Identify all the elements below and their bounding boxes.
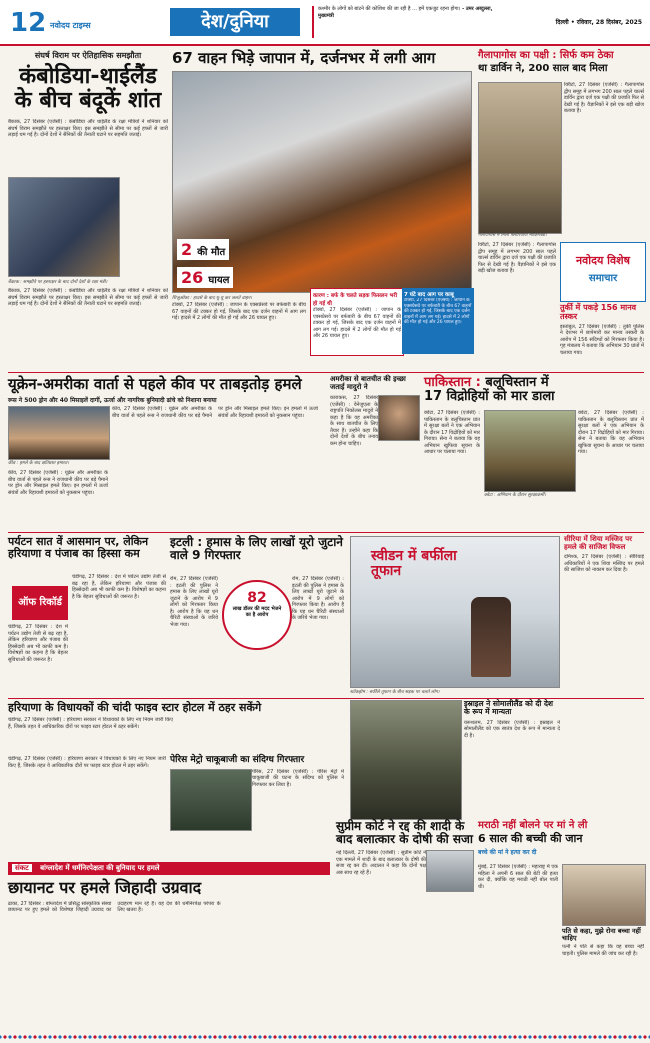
pakistan-body-2: क्वेटा, 27 दिसंबर (एजेंसी) : पाकिस्तान के बलूचिस्तान प्रांत में सुरक्षा बलों ने एक अभियान के दौरान 17 विद्रोहियों को मार गिराया। सेना ने बताया कि यह अभियान खुफिया सूचना के आधार पर चलाया गया। xyxy=(578,410,644,455)
galapagos-caption: गैलापागोस में मिला फ्लोरियाना मॉकिंगबर्ड। xyxy=(478,233,547,238)
ukraine-body: कीव, 27 दिसंबर (एजेंसी) : यूक्रेन और अमरीका के बीच वार्ता से पहले रूस ने राजधानी कीव पर बड़े पैमाने पर ड्रोन और मिसाइल हमले किए। इन हमलों में ऊर्जा संयंत्रों और रिहायशी इमारतों को नुकसान पहुंचा। xyxy=(112,406,318,419)
paris-headline: पेरिस मेट्रो चाकूबाजी का संदिग्ध गिरफ्तार xyxy=(170,755,305,765)
galapagos-headline-1: गैलापागोस का पक्षी : सिर्फ कम ठेका xyxy=(478,50,614,61)
tourism-headline: पर्यटन सात वें आसमान पर, लेकिन हरियाणा व पंजाब का हिस्सा कम xyxy=(8,535,149,561)
military-photo xyxy=(350,700,462,820)
japan-headline: 67 वाहन भिड़े जापान में, दर्जनभर में लगी आग xyxy=(172,49,436,67)
galapagos-body: क्विटो, 27 दिसंबर (एजेंसी) : गैलापागोस द्वीप समूह में लगभग 200 साल पहले चार्ल्स डार्विन द्वारा दर्ज एक पक्षी की प्रजाति फिर से देखी गई है। वैज्ञानिकों ने इसे एक बड़ी खोज बताया है। xyxy=(564,82,644,114)
japan-box1 xyxy=(310,288,404,356)
japan-body: टोक्यो, 27 दिसंबर (एजेंसी) : जापान के एक्सप्रेसवे पर बर्फबारी के बीच 67 वाहनों की टक्कर हो गई, जिसके बाद एक दर्जन वाहनों में आग लग गई। हादसे में 2 लोगों की मौत हो गई और 26 घायल हुए। xyxy=(172,302,306,321)
bangladesh-headline: छायानट पर हमले जिहादी उग्रवाद xyxy=(8,878,202,897)
section-title: देश/दुनिया xyxy=(170,8,300,36)
haryana-article xyxy=(8,702,344,754)
israel-body: यरूशलम, 27 दिसंबर (एजेंसी) : इस्राइल ने सोमालीलैंड को एक स्वतंत्र देश के रूप में मान्यता दे दी है। xyxy=(464,719,560,739)
ukraine-article xyxy=(8,376,320,530)
special-badge xyxy=(560,242,646,302)
quote-text: कश्मीर के लोगों को बांटने की कोशिश की जा रही है ... हमें एकजुट रहना होगा। xyxy=(318,6,461,12)
tourism-body-2: चंडीगढ़, 27 दिसंबर : देश में पर्यटन उद्योग तेजी से बढ़ रहा है, लेकिन हरियाणा और पंजाब की हिस्सेदारी अब भी काफी कम है। विशेषज्ञों का कहना है कि बेहतर सुविधाओं की जरूरत है। xyxy=(8,624,68,663)
paper-name: नवोदय टाइम्स xyxy=(50,21,91,30)
turkey-headline: तुर्की में पकड़े 156 मानव तस्कर xyxy=(560,303,637,321)
pakistan-headline-1: बलूचिस्तान में xyxy=(485,375,549,390)
japan-box1-body: टोक्यो, 27 दिसंबर (एजेंसी) : जापान के एक्सप्रेसवे पर बर्फबारी के बीच 67 वाहनों की टक्कर हो गई, जिसके बाद एक दर्जन वाहनों में आग लग गई। हादसे में 2 लोगों की मौत हो गई और 26 घायल हुए। xyxy=(313,307,401,339)
maduro-body: काराकस, 27 दिसंबर (एजेंसी) : वेनेजुएला के राष्ट्रपति निकोलस मादुरो ने कहा है कि वह अमरीका के साथ बातचीत के लिए तैयार हैं। उन्होंने कहा कि दोनों देशों के बीच तनाव कम होना चाहिए। xyxy=(330,395,378,447)
maduro-article xyxy=(330,376,420,530)
maduro-headline: अमरीका से बातचीत की इच्छा जताई मादुरो ने xyxy=(330,375,406,391)
haryana-body-2: चंडीगढ़, 27 दिसंबर (एजेंसी) : हरियाणा सरकार ने विधायकों के लिए नए नियम जारी किए हैं, जिसके तहत वे आधिकारिक दौरों पर फाइव स्टार होटल में ठहर सकेंगे। xyxy=(8,756,166,769)
special-sub: समाचार xyxy=(588,273,618,284)
pakistan-headline-2: 17 विद्रोहियों को मार डाला xyxy=(424,389,555,405)
galapagos-headline-2: था डार्विन ने, 200 साल बाद मिला xyxy=(478,63,608,74)
marathi-body: मुंबई, 27 दिसंबर (एजेंसी) : महाराष्ट्र में एक महिला ने अपनी 6 साल की बेटी की हत्या कर दी, क्योंकि वह मराठी नहीं बोल पाती थी। xyxy=(478,864,558,890)
syria-article xyxy=(564,536,644,696)
israel-article xyxy=(464,700,560,818)
galapagos-article xyxy=(478,50,644,238)
cambodia-headline: कंबोडिया-थाईलैंड के बीच बंदूकें शांत xyxy=(14,64,162,114)
supreme-body: नई दिल्ली, 27 दिसंबर (एजेंसी) : सुप्रीम कोर्ट ने एक मामले में शादी के बाद बलात्कार के दोषी की सजा रद्द कर दी। अदालत ने कहा कि दोनों पक्ष अब साथ रह रहे हैं। xyxy=(336,850,426,876)
tourism-article xyxy=(8,536,166,696)
ukraine-subhead: रूस ने 500 ड्रोन और 40 मिसाइलें दागीं, ऊर्जा और नागरिक बुनियादी ढांचे को निशाना बनाया xyxy=(8,396,217,404)
cambodia-body-2: बैंकाक, 27 दिसंबर (एजेंसी) : कंबोडिया और थाईलैंड के रक्षा मंत्रियों ने शनिवार को संघर्ष विराम समझौते पर हस्ताक्षर किए। इस समझौते से सीमा पर कई हफ्तों से जारी लड़ाई थम गई है। दोनों देशों ने सैनिकों की तैनाती घटाने पर सहमति जताई। xyxy=(8,288,168,308)
header-quote xyxy=(312,6,503,38)
page-number: 12 xyxy=(10,8,47,38)
italy-headline: इटली : हमास के लिए लाखों यूरो जुटाने वाले 9 गिरफ्तार xyxy=(170,535,343,563)
supreme-photo xyxy=(426,850,474,892)
pakistan-label: पाकिस्तान : xyxy=(424,375,481,390)
sweden-figure xyxy=(471,597,511,677)
wife-box xyxy=(562,928,644,1024)
off-record-badge: ऑफ रिकॉर्ड xyxy=(12,586,68,620)
pakistan-body: क्वेटा, 27 दिसंबर (एजेंसी) : पाकिस्तान के बलूचिस्तान प्रांत में सुरक्षा बलों ने एक अभियान के दौरान 17 विद्रोहियों को मार गिराया। सेना ने बताया कि यह अभियान खुफिया सूचना के आधार पर चलाया गया। xyxy=(424,410,480,455)
ukraine-headline: यूक्रेन-अमरीका वार्ता से पहले कीव पर ताबड़तोड़ हमले xyxy=(8,375,302,393)
paris-article xyxy=(170,756,344,860)
bangladesh-article xyxy=(8,862,330,1028)
italy-circle-text: लाख डॉलर की मदद भेजने का है आरोप xyxy=(232,606,282,618)
marathi-headline-2: 6 साल की बच्ची की जान xyxy=(478,832,583,845)
turkey-body: इस्तांबुल, 27 दिसंबर (एजेंसी) : तुर्की पुलिस ने देशभर में छापेमारी कर मानव तस्करी के आरोप में 156 संदिग्धों को गिरफ्तार किया है। गृह मंत्रालय ने बताया कि अभियान 30 प्रांतों में चलाया गया। xyxy=(560,323,644,356)
side-brief: क्विटो, 27 दिसंबर (एजेंसी) : गैलापागोस द्वीप समूह में लगभग 200 साल पहले चार्ल्स डार्विन द्वारा दर्ज एक पक्षी की प्रजाति फिर से देखी गई है। वैज्ञानिकों ने इसे एक बड़ी खोज बताया है। xyxy=(478,242,556,274)
japan-box1-title: कारण : बर्फ के चलते सड़क फिसलन भरी हो गई थी xyxy=(313,293,398,307)
japan-injured-label: घायल xyxy=(208,274,230,286)
turkey-article xyxy=(560,304,644,368)
wife-body: पत्नी ने पति से कहा कि वह बच्चा नहीं चाहती। पुलिस मामले की जांच कर रही है। xyxy=(562,944,644,957)
japan-deaths-label: की मौत xyxy=(197,246,226,258)
supreme-headline: सुप्रीम कोर्ट ने रद्द की शादी के बाद बलात्कार के दोषी की सजा xyxy=(336,819,473,847)
bangladesh-top-row xyxy=(8,862,330,875)
japan-box2 xyxy=(402,288,474,354)
sweden-article xyxy=(350,536,560,696)
supreme-article xyxy=(336,820,474,1028)
sweden-headline: स्वीडन में बर्फीला तूफान xyxy=(371,548,457,580)
ukraine-photo xyxy=(8,406,110,460)
marathi-headline-1: मराठी नहीं बोलने पर मां ने ली xyxy=(478,820,588,831)
paris-body: पेरिस, 27 दिसंबर (एजेंसी) : पेरिस मेट्रो में चाकूबाजी की घटना के संदिग्ध को पुलिस ने गिरफ्तार कर लिया है। xyxy=(252,768,344,788)
israel-headline: इस्राइल ने सोमालीलैंड को दी देश के रूप में मान्यता xyxy=(464,699,554,717)
special-title: नवोदय विशेष xyxy=(576,254,630,267)
japan-injured-box xyxy=(177,267,233,288)
italy-circle-num: 82 xyxy=(247,590,267,606)
bangladesh-body: ढाका, 27 दिसंबर : बांग्लादेश में प्रसिद्ध सांस्कृतिक संस्था छायानट पर हुए हमले को विशेषज्ञ जिहादी उग्रवाद का उदाहरण मान रहे हैं। यह देश की धर्मनिरपेक्ष परंपरा के लिए खतरा है। xyxy=(8,900,221,914)
marathi-sub: बच्चे की मां ने हत्या कर दी xyxy=(478,849,537,857)
galapagos-photo xyxy=(478,82,562,234)
pakistan-caption: क्वेटा : अभियान के दौरान सुरक्षाकर्मी। xyxy=(484,493,546,498)
haryana-body: चंडीगढ़, 27 दिसंबर (एजेंसी) : हरियाणा सरकार ने विधायकों के लिए नए नियम जारी किए हैं, जिसके तहत वे आधिकारिक दौरों पर फाइव स्टार होटल में ठहर सकेंगे। xyxy=(8,717,173,730)
pakistan-article xyxy=(424,376,644,530)
bangladesh-top: बांग्लादेश में धर्मनिरपेक्षता की बुनियाद पर हमले xyxy=(40,864,160,872)
italy-article xyxy=(170,536,344,696)
tourism-body: चंडीगढ़, 27 दिसंबर : देश में पर्यटन उद्योग तेजी से बढ़ रहा है, लेकिन हरियाणा और पंजाब की हिस्सेदारी अब भी काफी कम है। विशेषज्ञों का कहना है कि बेहतर सुविधाओं की जरूरत है। xyxy=(72,574,166,600)
pakistan-photo xyxy=(484,410,576,492)
quote-author: - उमर अब्दुल्ला, मुख्यमंत्री xyxy=(318,6,493,19)
italy-body-right: रोम, 27 दिसंबर (एजेंसी) : इटली की पुलिस ने हमास के लिए लाखों यूरो जुटाने के आरोप में 9 लोगों को गिरफ्तार किया है। आरोप है कि यह धन चैरिटी संस्थाओं के जरिये भेजा गया। xyxy=(292,576,344,621)
cambodia-photo xyxy=(8,177,120,277)
japan-photo xyxy=(172,71,472,293)
japan-box2-body: टोक्यो, 27 दिसंबर (एजेंसी) : जापान के एक्सप्रेसवे पर बर्फबारी के बीच 67 वाहनों की टक्कर हो गई, जिसके बाद एक दर्जन वाहनों में आग लग गई। हादसे में 2 लोगों की मौत हो गई और 26 घायल हुए। xyxy=(404,298,472,325)
italy-body-left: रोम, 27 दिसंबर (एजेंसी) : इटली की पुलिस ने हमास के लिए लाखों यूरो जुटाने के आरोप में 9 लोगों को गिरफ्तार किया है। आरोप है कि यह धन चैरिटी संस्थाओं के जरिये भेजा गया। xyxy=(170,576,218,628)
italy-circle xyxy=(222,580,292,650)
maduro-photo xyxy=(378,395,420,441)
sweden-caption: स्टॉकहोम : बर्फीले तूफान के बीच सड़क पर चलते लोग। xyxy=(350,690,440,695)
cambodia-kicker: संघर्ष विराम पर ऐतिहासिक समझौता xyxy=(34,51,142,60)
cambodia-caption: बैंकाक : समझौते पर हस्ताक्षर के बाद दोनों देशों के रक्षा मंत्री। xyxy=(8,280,108,286)
syria-headline: सीरिया में शिया मस्जिद पर हमले की साजिश विफल xyxy=(564,535,632,551)
japan-deaths-num: 2 xyxy=(181,239,193,259)
japan-article xyxy=(172,50,472,368)
cambodia-body: बैंकाक, 27 दिसंबर (एजेंसी) : कंबोडिया और थाईलैंड के रक्षा मंत्रियों ने शनिवार को संघर्ष विराम समझौते पर हस्ताक्षर किए। इस समझौते से सीमा पर कई हफ्तों से जारी लड़ाई थम गई है। दोनों देशों ने सैनिकों की तैनाती घटाने पर सहमति जताई। xyxy=(8,119,168,139)
wife-headline: पति से कहा, मुझे रोना बच्चा नहीं चाहिए xyxy=(562,927,641,943)
japan-caption: शिजुओका : हादसे के बाद धू-धू कर जलते वाहन। xyxy=(172,295,252,301)
haryana-headline: हरियाणा के विधायकों की चांदी फाइव स्टार होटल में ठहर सकेंगे xyxy=(8,701,262,714)
divider-2 xyxy=(8,532,644,533)
date-line: दिल्ली • रविवार, 28 दिसंबर, 2025 xyxy=(555,19,642,26)
sweden-photo xyxy=(350,536,560,688)
paris-photo xyxy=(170,769,252,831)
ukraine-body-2: कीव, 27 दिसंबर (एजेंसी) : यूक्रेन और अमरीका के बीच वार्ता से पहले रूस ने राजधानी कीव पर बड़े पैमाने पर ड्रोन और मिसाइल हमले किए। इन हमलों में ऊर्जा संयंत्रों और रिहायशी इमारतों को नुकसान पहुंचा। xyxy=(8,470,108,496)
cambodia-article xyxy=(8,50,168,368)
ukraine-caption: कीव : हमले के बाद क्षतिग्रस्त इमारत। xyxy=(8,461,69,466)
footer-dots xyxy=(0,1034,650,1040)
divider-1 xyxy=(8,372,644,373)
japan-box2-title: 7 घंटे बाद आग पर काबू xyxy=(404,292,454,298)
masthead xyxy=(0,0,650,46)
marathi-photo xyxy=(562,864,646,926)
marathi-article xyxy=(478,820,644,1030)
japan-deaths-box xyxy=(177,239,229,260)
bangladesh-tag: संकट xyxy=(12,864,32,872)
syria-body: दमिश्क, 27 दिसंबर (एजेंसी) : सीरियाई अधिकारियों ने एक शिया मस्जिद पर हमले की साजिश को नाकाम कर दिया है। xyxy=(564,554,644,574)
japan-injured-num: 26 xyxy=(181,267,204,287)
